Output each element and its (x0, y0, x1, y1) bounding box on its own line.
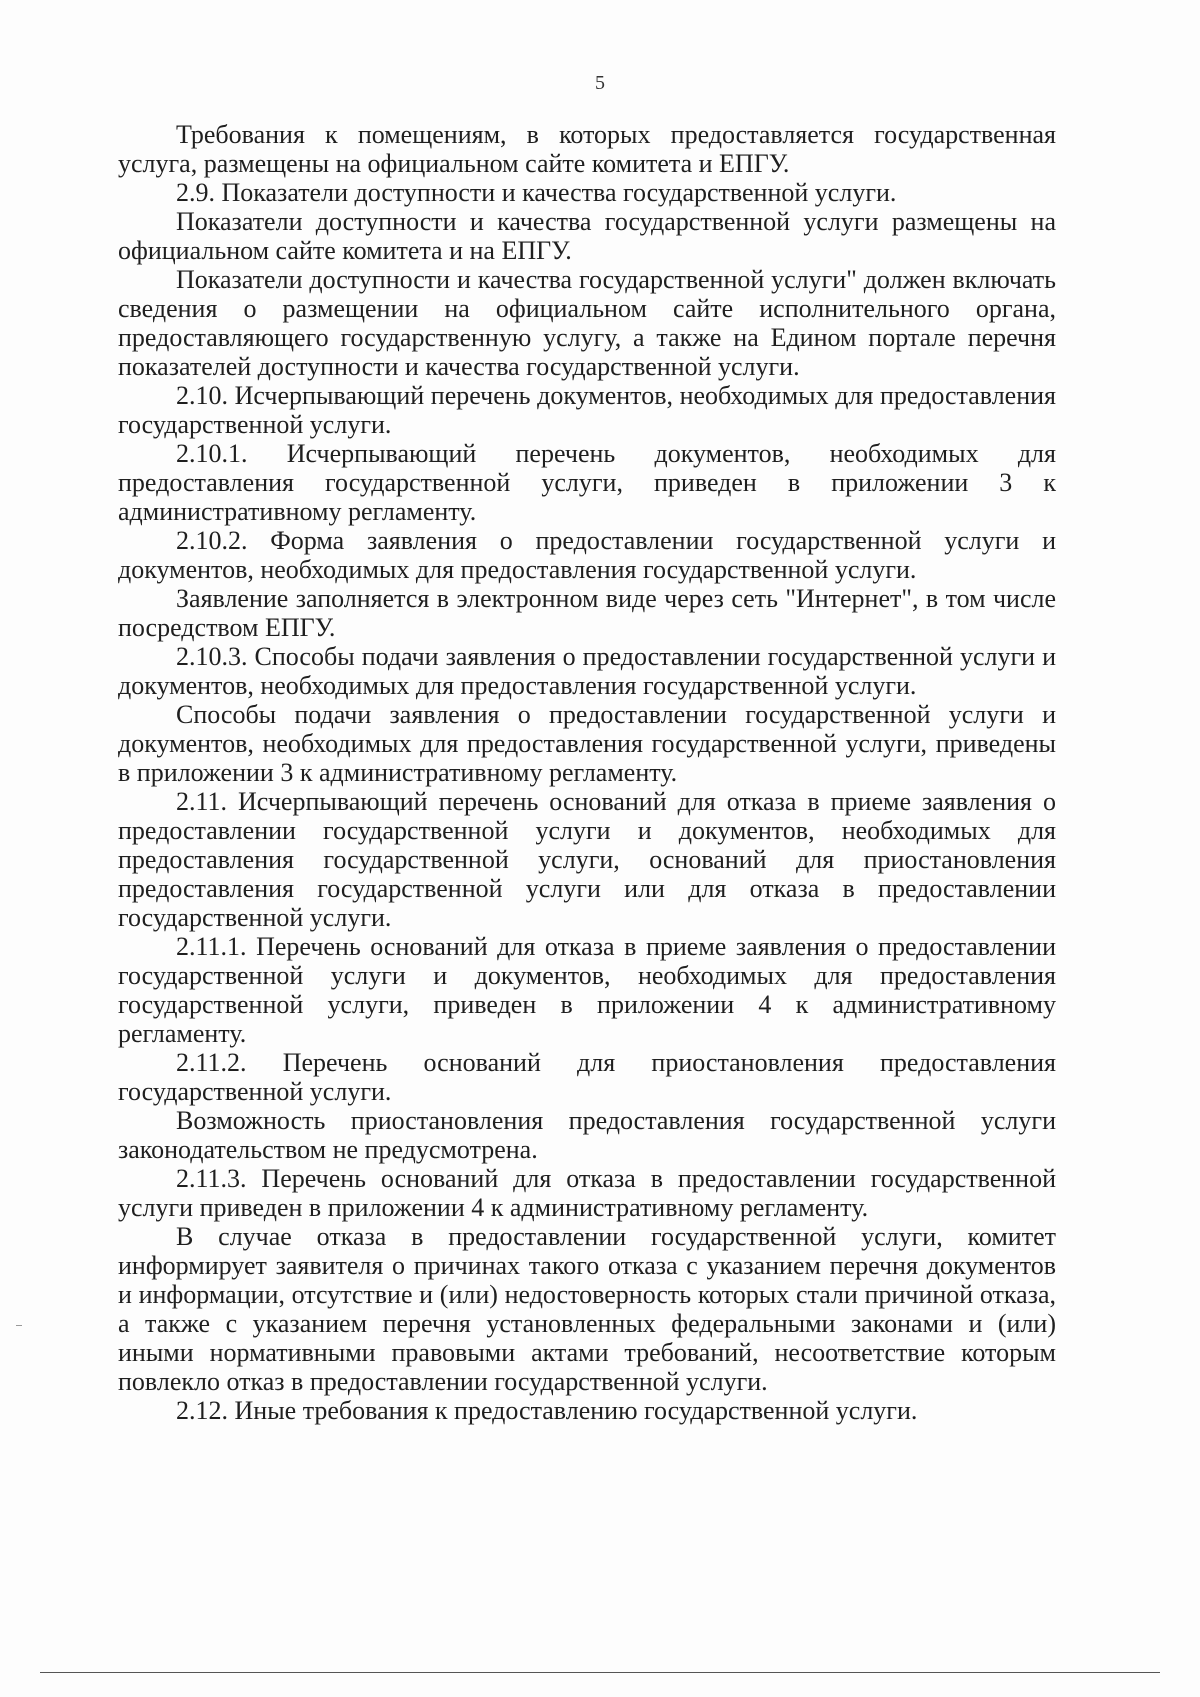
paragraph-premises-requirements: Требования к помещениям, в которых предоставляется государственная услуга, размещены на официальном сайте комитета и ЕПГУ. (118, 120, 1056, 178)
paragraph-refusal-notification: В случае отказа в предоставлении государственной услуги, комитет информирует заявителя о причинах такого отказа с указанием перечня документов и информации, отсутствие и (или) недостоверность которых стали причиной отказа, а также с указанием перечня установленных федеральными законами и (или) иными нормативными правовыми актами требований, несоответствие которым повлекло отказ в предоставлении государственной услуги. (118, 1222, 1056, 1396)
paragraph-2-10-heading: 2.10. Исчерпывающий перечень документов, необходимых для предоставления государственной услуги. (118, 381, 1056, 439)
paragraph-indicators-content: Показатели доступности и качества государственной услуги" должен включать сведения о размещении на официальном сайте исполнительного органа, предоставляющего государственную услугу, а также на Едином портале перечня показателей доступности и качества государственной услуги. (118, 265, 1056, 381)
paragraph-indicators-placement: Показатели доступности и качества государственной услуги размещены на официальном сайте комитета и на ЕПГУ. (118, 207, 1056, 265)
paragraph-2-11-1: 2.11.1. Перечень оснований для отказа в приеме заявления о предоставлении государственной услуги и документов, необходимых для предоставления государственной услуги, приведен в приложении 4 к административному регламенту. (118, 932, 1056, 1048)
paragraph-2-12-heading: 2.12. Иные требования к предоставлению государственной услуги. (176, 1396, 918, 1425)
bottom-scan-line (40, 1672, 1160, 1673)
paragraph-2-11-heading: 2.11. Исчерпывающий перечень оснований для отказа в приеме заявления о предоставлении государственной услуги и документов, необходимых для предоставления государственной услуги, оснований для приостановления предоставления государственной услуги или для отказа в предоставлении государственной услуги. (118, 787, 1056, 932)
paragraph-2-9-heading: 2.9. Показатели доступности и качества государственной услуги. (176, 178, 897, 207)
paragraph-submission-methods: Способы подачи заявления о предоставлении государственной услуги и документов, необходимых для предоставления государственной услуги, приведены в приложении 3 к административному регламенту. (118, 700, 1056, 787)
paragraph-2-10-3: 2.10.3. Способы подачи заявления о предоставлении государственной услуги и документов, необходимых для предоставления государственной услуги. (118, 642, 1056, 700)
paragraph-application-online: Заявление заполняется в электронном виде через сеть "Интернет", в том числе посредством ЕПГУ. (118, 584, 1056, 642)
paragraph-2-11-2: 2.11.2. Перечень оснований для приостановления предоставления государственной услуги. (118, 1048, 1056, 1106)
paragraph-2-10-2: 2.10.2. Форма заявления о предоставлении государственной услуги и документов, необходимых для предоставления государственной услуги. (118, 526, 1056, 584)
scan-artifact (16, 1325, 22, 1326)
paragraph-2-11-3: 2.11.3. Перечень оснований для отказа в предоставлении государственной услуги приведен в приложении 4 к административному регламенту. (118, 1164, 1056, 1222)
document-body (118, 120, 1056, 1425)
paragraph-2-10-1: 2.10.1. Исчерпывающий перечень документов, необходимых для предоставления государственной услуги, приведен в приложении 3 к административному регламенту. (118, 439, 1056, 526)
page-number: 5 (595, 72, 605, 94)
paragraph-suspension-not-provided: Возможность приостановления предоставления государственной услуги законодательством не предусмотрена. (118, 1106, 1056, 1164)
